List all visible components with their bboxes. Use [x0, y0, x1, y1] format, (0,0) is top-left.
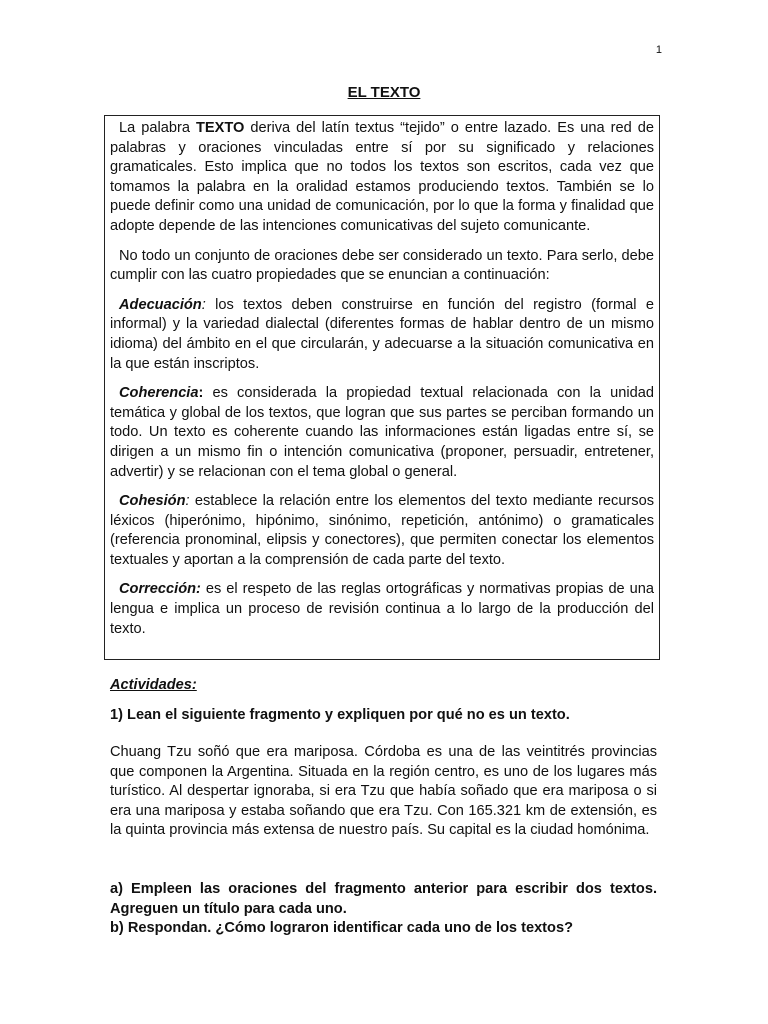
- activity-question-1: 1) Lean el siguiente fragmento y expliquen por qué no es un texto.: [110, 707, 570, 723]
- task-b: b) Respondan. ¿Cómo lograron identificar cada uno de los textos?: [110, 920, 573, 937]
- properties-intro-paragraph: [110, 247, 654, 286]
- adecuacion-term: Adecuación: [119, 296, 202, 313]
- activities-heading: Actividades:: [110, 677, 197, 693]
- definition-box: [104, 115, 660, 660]
- correccion-term: Corrección:: [119, 581, 201, 598]
- coherencia-paragraph: [110, 384, 654, 482]
- adecuacion-colon: :: [201, 296, 206, 313]
- document-title: EL TEXTO: [347, 84, 421, 101]
- cohesion-text: establece la relación entre los elementos del texto mediante recursos léxicos (hiperónimo, hipónimo, sinónimo, repetición, antónimo) o gramaticales (referencia pronominal, elipsis y conectores), que permiten conectar los elementos textuales y aportan a la comprensión de cada parte del texto.: [110, 493, 654, 568]
- cohesion-colon: :: [185, 493, 190, 510]
- properties-intro-text: No todo un conjunto de oraciones debe ser considerado un texto. Para serlo, debe cumplir con las cuatro propiedades que se enuncian a continuación:: [110, 247, 654, 284]
- page-number: 1: [655, 44, 662, 56]
- adecuacion-text: los textos deben construirse en función del registro (formal e informal) y la variedad dialectal (diferentes formas de hablar dentro de un mismo idioma) del ámbito en el que circularán, y adecuarse a la situación comunicativa en la que están inscriptos.: [110, 296, 654, 372]
- intro-paragraph: [110, 119, 654, 237]
- intro-text-rest: deriva del latín textus “tejido” o entre lazado. Es una red de palabras y oraciones vinculadas entre sí por su significado y relaciones gramaticales. Esto implica que no todos los textos son escritos, cada vez que tomamos la palabra en la oralidad estamos produciendo textos. También se lo puede definir como una unidad de comunicación, por lo que la forma y finalidad que adopte depende de las intenciones comunicativas del sujeto comunicante.: [110, 120, 654, 234]
- intro-text-start: La palabra: [119, 120, 196, 136]
- cohesion-paragraph: [110, 492, 654, 570]
- task-a: a) Empleen las oraciones del fragmento anterior para escribir dos textos. Agreguen un título para cada uno.: [110, 881, 657, 917]
- correccion-text: es el respeto de las reglas ortográficas y normativas propias de una lengua e implica un proceso de revisión continua a lo largo de la producción del texto.: [110, 581, 654, 637]
- coherencia-text: es considerada la propiedad textual relacionada con la unidad temática y global de los textos, que logran que sus partes se perciban formando un todo. Un texto es coherente cuando las informaciones están ligadas entre sí, se dirigen a un mismo fin o intención comunicativa (proponer, persuadir, entretener, advertir) y se relacionan con el tema global o general.: [110, 385, 654, 480]
- tasks-block: [110, 880, 657, 939]
- adecuacion-paragraph: [110, 296, 654, 374]
- cohesion-term: Cohesión: [119, 493, 186, 510]
- coherencia-colon: :: [198, 385, 204, 402]
- correccion-paragraph: [110, 580, 654, 639]
- keyword-texto: TEXTO: [195, 120, 245, 136]
- fragment-paragraph: Chuang Tzu soñó que era mariposa. Córdoba es una de las veintitrés provincias que componen la Argentina. Situada en la región centro, es uno de los lugares más turístico. Al despertar ignoraba, si era Tzu que había soñado que era mariposa o si era una mariposa y estaba soñando que era Tzu. Con 165.321 km de extensión, es la quinta provincia más extensa de nuestro país. Su capital es la ciudad homónima.: [110, 744, 657, 839]
- coherencia-term: Coherencia: [119, 385, 199, 402]
